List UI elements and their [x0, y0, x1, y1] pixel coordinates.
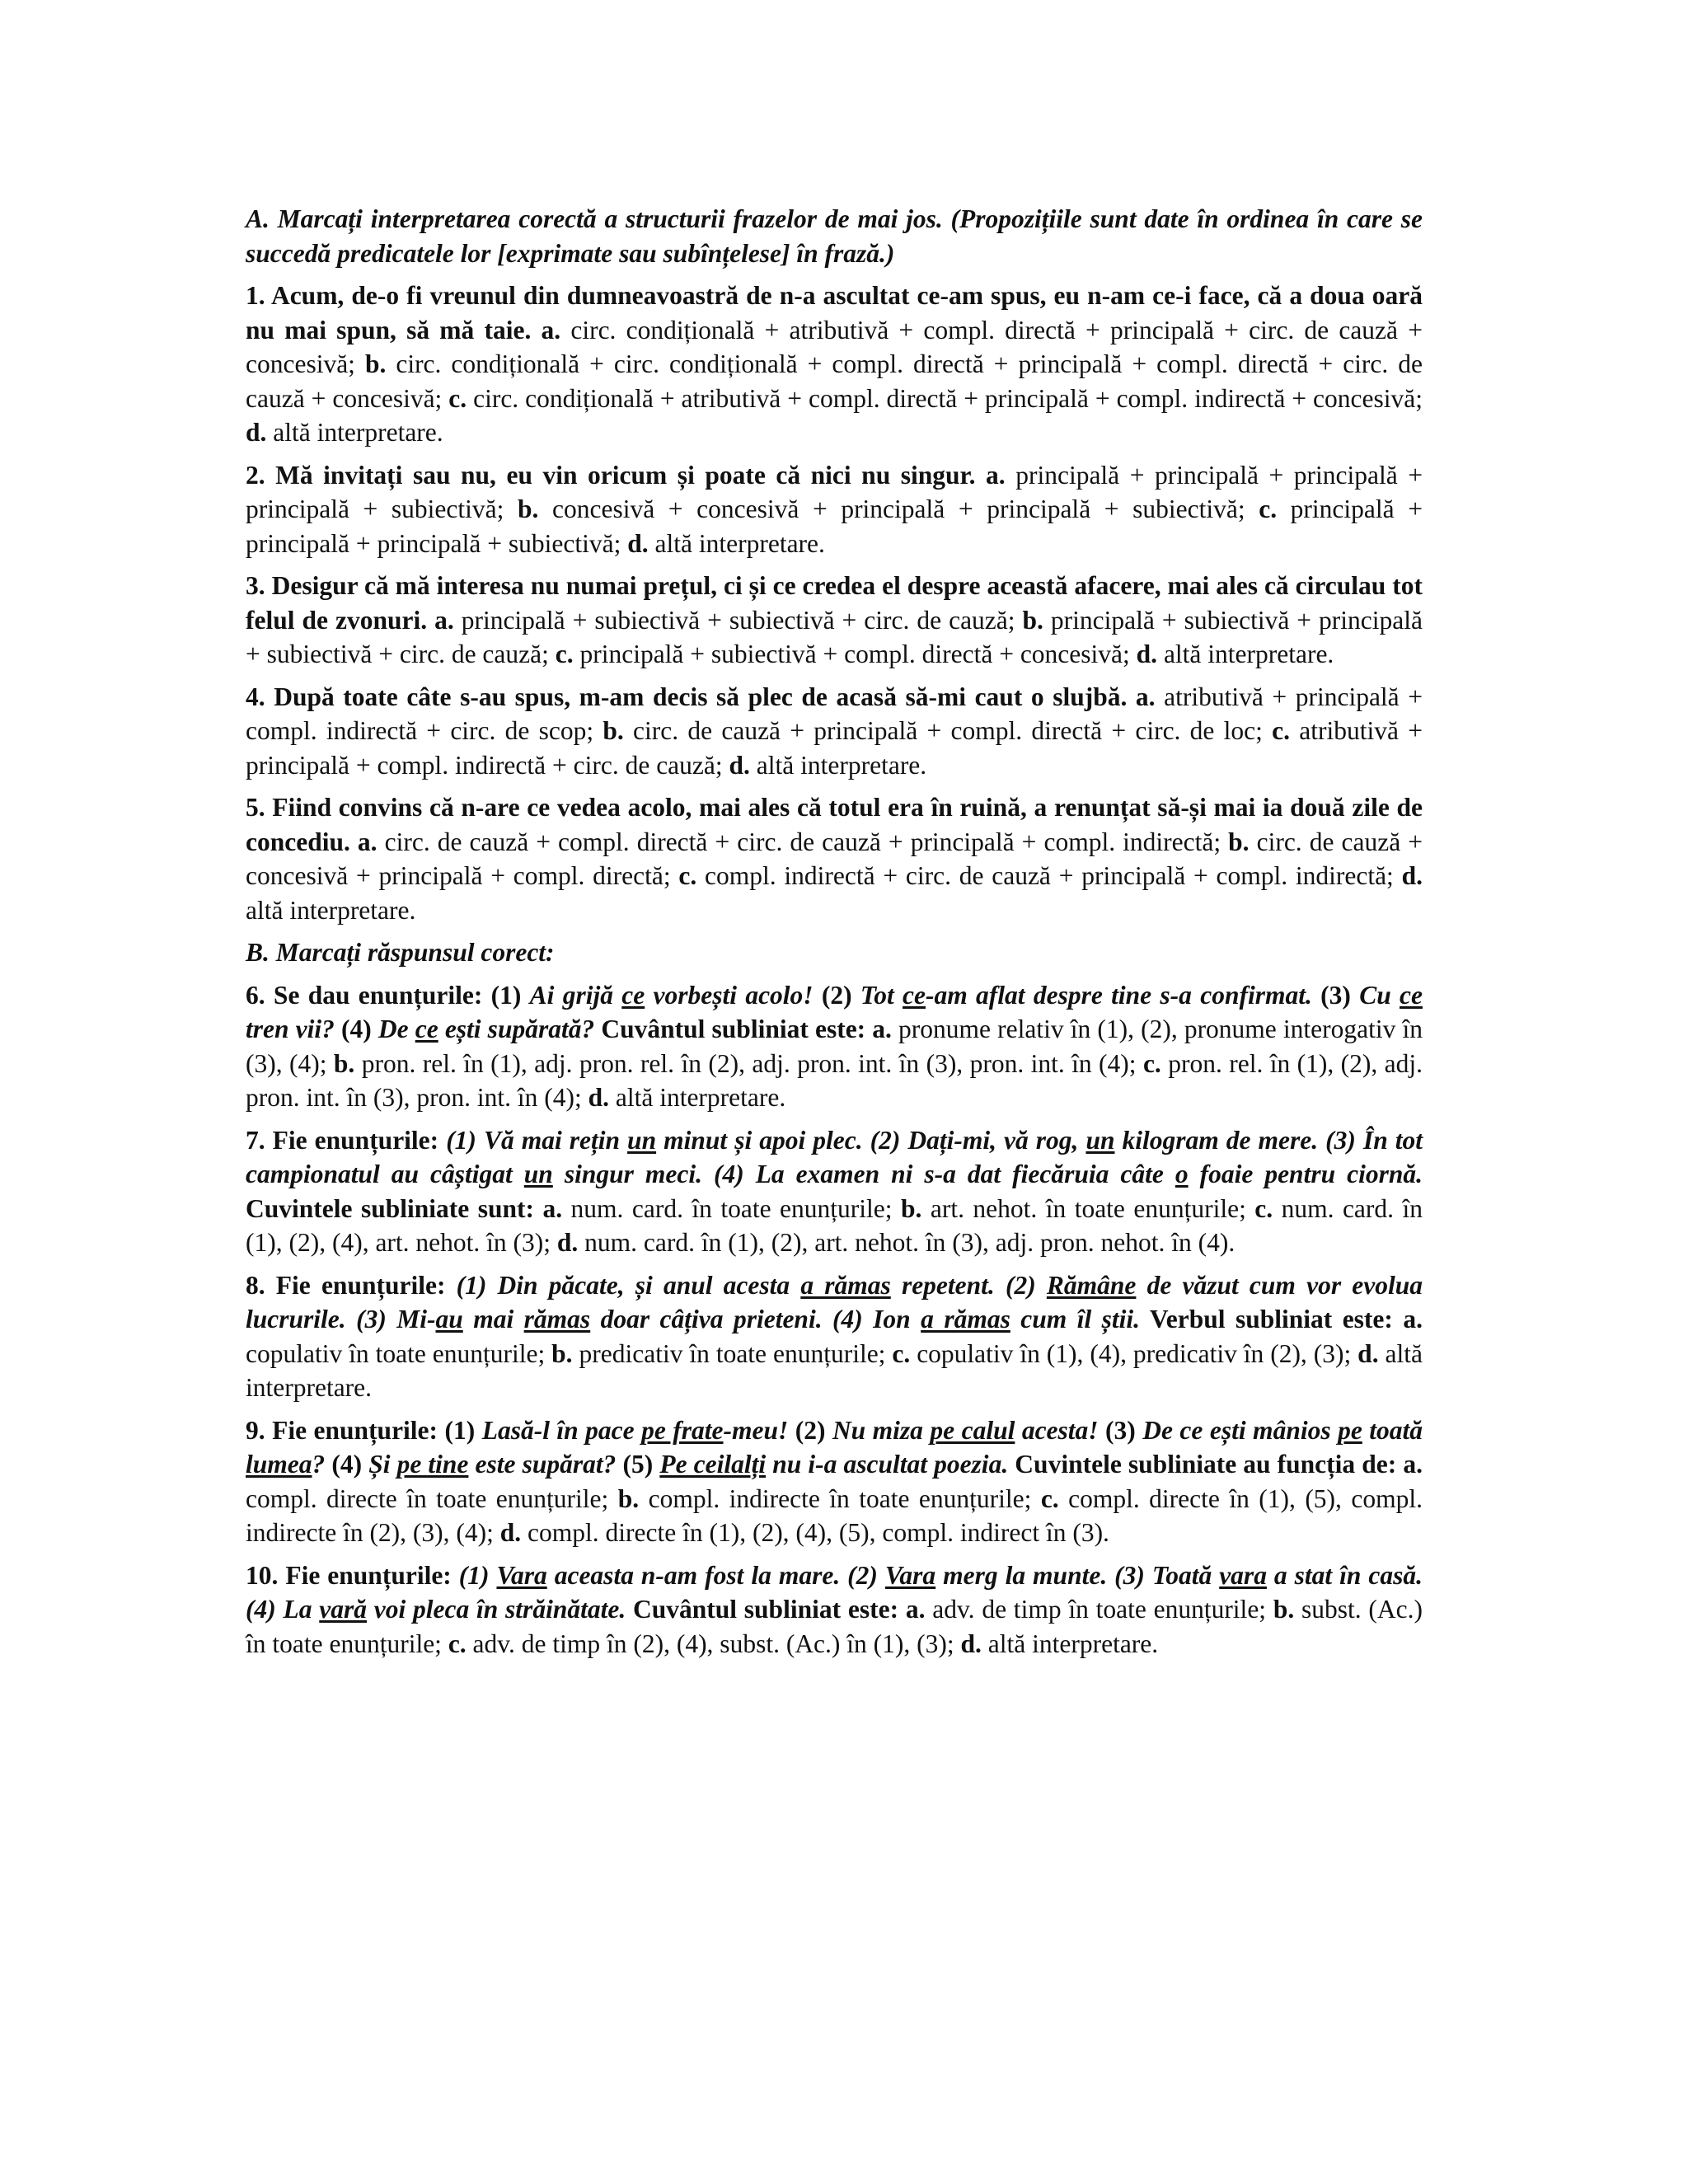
text-run: 2. Mă invitați sau nu, eu vin oricum și poate că nici nu singur. a. [246, 460, 1006, 490]
text-run: -meu! [723, 1415, 789, 1445]
text-run: c. [1142, 1048, 1161, 1078]
text-run: circ. de cauză + compl. directă + circ. de cauză + principală + compl. indirectă; [377, 827, 1229, 856]
text-run: subst. (Ac.) în toate enunțurile; [246, 1595, 1423, 1658]
text-run: atributivă + principală + compl. indirectă + circ. de cauză; [246, 716, 1423, 780]
text-run: b. [333, 1048, 355, 1078]
text-run: c. [892, 1338, 911, 1368]
text-run: c. [555, 640, 574, 668]
text-run: foaie pentru ciornă. [1188, 1160, 1423, 1188]
text-run: compl. directe în (1), (5), compl. indirecte în (2), (3), (4); [246, 1483, 1423, 1547]
text-run: d. [1401, 861, 1423, 890]
underlined-word: au [435, 1305, 463, 1333]
text-run: principală + principală + principală + subiectivă; [246, 494, 1423, 558]
text-run: ești supărată? [438, 1015, 595, 1043]
text-run: (4) [325, 1450, 369, 1479]
text-run: de văzut cum vor evolua lucrurile. (3) Mi- [246, 1270, 1423, 1333]
text-run: b. [364, 349, 387, 378]
underlined-word: a rămas [921, 1305, 1010, 1333]
question-paragraph [246, 1268, 1423, 1405]
text-run: altă interpretare. [648, 528, 825, 558]
question-paragraph [246, 458, 1423, 561]
text-run: cum îl știi. [1010, 1305, 1141, 1333]
question-paragraph [246, 978, 1423, 1115]
text-run: num. card. în toate enunțurile; [562, 1193, 901, 1223]
text-run: principală + subiectivă + compl. directă + concesivă; [573, 640, 1137, 668]
text-run: altă interpretare. [246, 895, 416, 925]
text-run: Cuvintele subliniate au funcția de: a. [1008, 1450, 1423, 1479]
text-run: 1. Acum, de-o fi vreunul din dumneavoastră de n-a ascultat ce-am spus, eu n-am ce-i face, că a doua oară nu mai spun, să mă taie. a. [246, 281, 1423, 344]
text-run: repetent. (2) [890, 1270, 1047, 1300]
text-run: Lasă-l în pace [481, 1415, 642, 1445]
text-run: num. card. în (1), (2), (4), art. nehot. în (3); [246, 1193, 1423, 1257]
text-run: 7. Fie enunțurile: [246, 1125, 447, 1155]
text-run: vorbești acolo! [645, 980, 814, 1010]
text-run: 8. Fie enunțurile: [246, 1270, 457, 1300]
text-run: d. [627, 528, 649, 558]
text-run: d. [1357, 1338, 1379, 1368]
text-run: Tot [860, 980, 903, 1010]
text-run: minut și apoi plec. (2) Dați-mi, vă rog, [656, 1125, 1086, 1155]
text-run: b. [517, 494, 539, 523]
text-run: copulativ în (1), (4), predicativ în (2), (3); [910, 1338, 1358, 1368]
text-run: b. [1022, 605, 1043, 635]
text-run: d. [246, 418, 267, 447]
text-run: B. Marcați răspunsul corect: [246, 938, 555, 967]
text-run: Și [368, 1450, 397, 1479]
text-run: (2) [813, 980, 860, 1010]
text-run: copulativ în toate enunțurile; [246, 1338, 552, 1368]
text-run: (1) Vă mai rețin [446, 1125, 628, 1155]
text-run: (1) [458, 1560, 497, 1590]
question-paragraph [246, 1558, 1423, 1661]
text-run: adv. de timp în toate enunțurile; [925, 1595, 1273, 1624]
text-run: num. card. în (1), (2), art. nehot. în (3), adj. pron. nehot. în (4). [578, 1228, 1236, 1257]
underlined-word: pe calul [930, 1415, 1015, 1445]
underlined-word: Rămâne [1046, 1270, 1137, 1300]
text-run: este supărat? [468, 1450, 617, 1479]
text-run: 3. Desigur că mă interesa nu numai prețul, ci și ce credea el despre această afacere, mai ales că circulau tot felul de zvonuri. a. [246, 571, 1423, 635]
text-run: compl. indirecte în toate enunțurile; [639, 1483, 1041, 1513]
underlined-word: un [1085, 1125, 1115, 1155]
text-run: -am aflat despre tine s-a confirmat. [926, 980, 1312, 1010]
text-run: art. nehot. în toate enunțurile; [921, 1193, 1255, 1223]
underlined-word: ce [621, 980, 645, 1010]
text-run: voi pleca în străinătate. [367, 1595, 626, 1624]
text-run: c. [448, 383, 467, 413]
text-run: De ce ești mânios [1142, 1415, 1339, 1445]
text-run: c. [1254, 1193, 1273, 1223]
text-run: circ. de cauză + principală + compl. directă + circ. de loc; [623, 716, 1273, 745]
underlined-word: ce [903, 980, 926, 1010]
text-run: (2) [788, 1415, 832, 1445]
text-run: 4. După toate câte s-au spus, m-am decis să plec de acasă să-mi caut o slujbă. a. [246, 682, 1156, 711]
text-run: compl. directe în (1), (2), (4), (5), compl. indirect în (3). [521, 1518, 1109, 1547]
underlined-word: vara [1219, 1560, 1267, 1590]
text-run: merg la munte. (3) Toată [935, 1560, 1220, 1590]
text-run: b. [1228, 827, 1250, 856]
text-run: d. [960, 1629, 982, 1658]
question-paragraph [246, 790, 1423, 927]
text-run: mai [462, 1305, 524, 1333]
text-run: altă interpretare. [1157, 640, 1334, 668]
text-run: Cuvântul subliniat este: a. [594, 1015, 892, 1043]
text-run: compl. indirectă + circ. de cauză + principală + compl. indirectă; [696, 861, 1402, 890]
text-run: kilogram de mere. (3) În tot campionatul au câștigat [246, 1125, 1423, 1188]
text-run: d. [556, 1228, 579, 1257]
question-paragraph [246, 680, 1423, 783]
text-run: pron. rel. în (1), adj. pron. rel. în (2), adj. pron. int. în (3), pron. int. în (4); [354, 1048, 1143, 1078]
text-run: tren vii? [246, 1015, 335, 1043]
text-run: 6. Se dau enunțurile: (1) [246, 980, 530, 1010]
question-paragraph [246, 1413, 1423, 1550]
underlined-word: o [1175, 1160, 1189, 1188]
text-run: altă interpretare. [749, 750, 927, 780]
text-run: Verbul subliniat este: a. [1140, 1305, 1423, 1333]
question-paragraph [246, 279, 1423, 450]
text-run: c. [448, 1629, 467, 1658]
text-run: (1) Din păcate, și anul acesta [456, 1270, 801, 1300]
text-run: d. [729, 750, 750, 780]
text-run: b. [617, 1483, 640, 1513]
text-run: principală + subiectivă + principală + subiectivă + circ. de cauză; [246, 605, 1423, 668]
underlined-word: Pe ceilalți [659, 1450, 767, 1479]
text-run: b. [1273, 1595, 1295, 1624]
text-run: altă interpretare. [266, 418, 443, 447]
text-run: c. [1259, 494, 1278, 523]
text-run: c. [1272, 716, 1291, 745]
text-run: Ai grijă [529, 980, 622, 1010]
text-run: d. [499, 1518, 522, 1547]
text-run: 9. Fie enunțurile: (1) [246, 1415, 482, 1445]
text-run: nu i-a ascultat poezia. [766, 1450, 1009, 1479]
text-run: aceasta n-am fost la mare. (2) [546, 1560, 885, 1590]
underlined-word: ce [415, 1015, 438, 1043]
underlined-word: un [627, 1125, 657, 1155]
text-run: (3) [1311, 980, 1360, 1010]
text-run: d. [1136, 640, 1158, 668]
document-page [246, 202, 1423, 1669]
text-run: circ. condițională + circ. condițională + compl. directă + principală + compl. directă + circ. de cauză + concesivă; [246, 349, 1423, 413]
text-run: toată [1362, 1415, 1423, 1445]
text-run: Cuvintele subliniate sunt: a. [246, 1193, 563, 1223]
text-run: circ. condițională + atributivă + compl. directă + principală + compl. indirectă + concesivă; [467, 383, 1423, 413]
text-run: acesta! [1015, 1415, 1099, 1445]
section-heading [246, 935, 1423, 970]
text-run: (3) [1098, 1415, 1143, 1445]
text-run: compl. directe în toate enunțurile; [246, 1483, 618, 1513]
underlined-word: rămas [523, 1305, 591, 1333]
text-run: predicativ în toate enunțurile; [572, 1338, 893, 1368]
text-run: 5. Fiind convins că n-are ce vedea acolo, mai ales că totul era în ruină, a renunțat să-și mai ia două zile de concediu. a. [246, 793, 1423, 856]
underlined-word: Vara [496, 1560, 547, 1590]
text-run: doar câțiva prieteni. (4) Ion [590, 1305, 921, 1333]
text-run: (5) [616, 1450, 660, 1479]
text-run: Cu [1359, 980, 1400, 1010]
text-run: circ. de cauză + concesivă + principală + compl. directă; [246, 827, 1423, 890]
text-run: (4) [334, 1015, 378, 1043]
section-heading [246, 202, 1423, 270]
text-run: d. [588, 1083, 609, 1112]
text-run: c. [1040, 1483, 1059, 1513]
text-run: c. [678, 861, 697, 890]
text-run: Cuvântul subliniat este: a. [626, 1595, 926, 1624]
text-run: a stat în casă. (4) La [246, 1560, 1423, 1624]
text-run: singur meci. (4) La examen ni s-a dat fiecăruia câte [552, 1160, 1175, 1188]
underlined-word: a rămas [800, 1270, 891, 1300]
text-run: altă interpretare. [246, 1338, 1423, 1402]
underlined-word: pe frate [641, 1415, 724, 1445]
text-run: b. [603, 716, 624, 745]
underlined-word: un [523, 1160, 553, 1188]
text-run: principală + principală + principală + principală + subiectivă; [246, 460, 1423, 523]
text-run: 10. Fie enunțurile: [246, 1560, 459, 1590]
text-run: Nu miza [832, 1415, 931, 1445]
text-run: atributivă + principală + compl. indirectă + circ. de scop; [246, 682, 1423, 745]
underlined-word: Vara [884, 1560, 936, 1590]
underlined-word: pe [1338, 1415, 1362, 1445]
text-run: ? [312, 1450, 326, 1479]
text-run: b. [551, 1338, 573, 1368]
text-run: b. [900, 1193, 922, 1223]
text-run: pron. rel. în (1), (2), adj. pron. int. în (3), pron. int. în (4); [246, 1048, 1423, 1112]
underlined-word: vară [319, 1595, 368, 1624]
text-run: principală + subiectivă + subiectivă + circ. de cauză; [453, 605, 1023, 635]
question-paragraph [246, 569, 1423, 672]
underlined-word: ce [1400, 980, 1423, 1010]
text-run: pronume relativ în (1), (2), pronume interogativ în (3), (4); [246, 1015, 1423, 1078]
underlined-word: lumea [246, 1450, 312, 1479]
text-run: De [377, 1015, 415, 1043]
text-run: A. Marcați interpretarea corectă a structurii frazelor de mai jos. (Propozițiile sunt date în ordinea în care se succedă predicatele lor [exprimate sau subînțelese] în frază.) [246, 204, 1423, 268]
question-paragraph [246, 1123, 1423, 1260]
text-run: concesivă + concesivă + principală + principală + subiectivă; [538, 494, 1259, 523]
underlined-word: pe tine [396, 1450, 469, 1479]
text-run: altă interpretare. [608, 1083, 786, 1112]
text-run: altă interpretare. [981, 1629, 1159, 1658]
text-run: circ. condițională + atributivă + compl. directă + principală + circ. de cauză + concesivă; [246, 315, 1423, 378]
text-run: adv. de timp în (2), (4), subst. (Ac.) în (1), (3); [466, 1629, 961, 1658]
